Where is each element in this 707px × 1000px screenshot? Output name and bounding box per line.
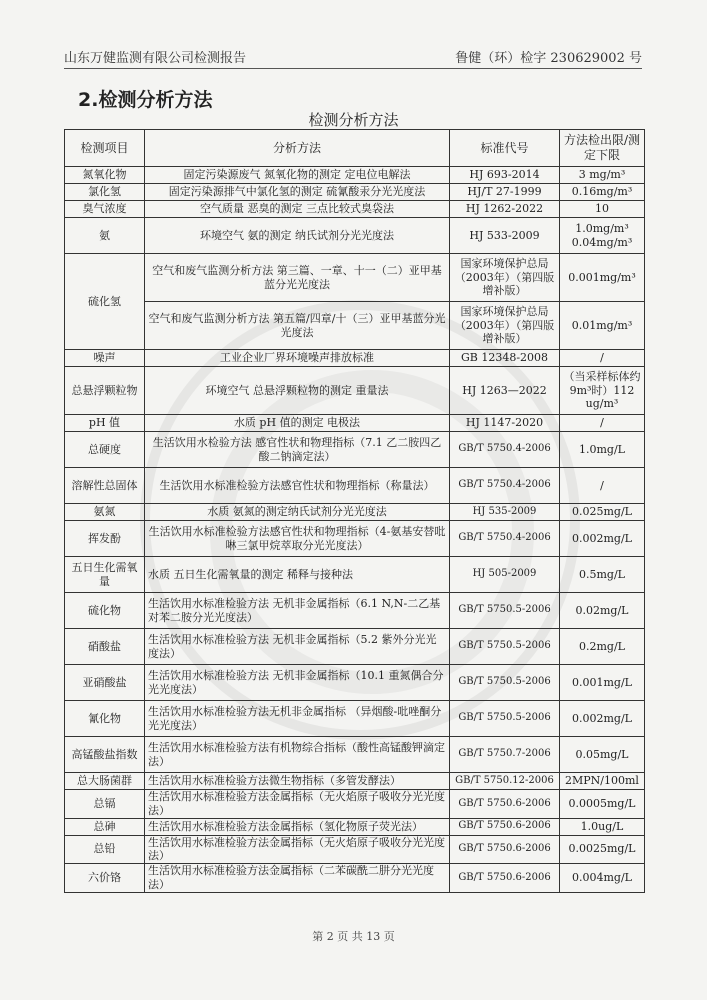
cell-limit: 1.0mg/m³ 0.04mg/m³ xyxy=(560,218,645,254)
cell-method: 生活饮用水标准检验方法感官性状和物理指标（称量法） xyxy=(145,468,450,504)
cell-method: 水质 pH 值的测定 电极法 xyxy=(145,415,450,432)
cell-method: 生活饮用水标准检验方法 无机非金属指标（6.1 N,N-二乙基对苯二胺分光光度法） xyxy=(145,593,450,629)
table-body xyxy=(65,167,645,893)
cell-limit: 0.02mg/L xyxy=(560,593,645,629)
table-row xyxy=(65,593,645,629)
cell-standard: GB/T 5750.4-2006 xyxy=(450,432,560,468)
table-row xyxy=(65,818,645,835)
cell-limit: 0.01mg/m³ xyxy=(560,302,645,350)
table-row xyxy=(65,557,645,593)
cell-limit: 0.002mg/L xyxy=(560,521,645,557)
table-row xyxy=(65,665,645,701)
column-header-item: 检测项目 xyxy=(65,130,145,167)
cell-limit: 0.004mg/L xyxy=(560,864,645,893)
cell-standard: HJ 535-2009 xyxy=(450,504,560,521)
cell-item: 硫化氢 xyxy=(65,254,145,350)
cell-method: 生活饮用水标准检验方法感官性状和物理指标（4-氨基安替吡啉三氯甲烷萃取分光光度法） xyxy=(145,521,450,557)
cell-standard: GB/T 5750.6-2006 xyxy=(450,818,560,835)
cell-standard: GB/T 5750.6-2006 xyxy=(450,835,560,864)
table-row xyxy=(65,773,645,790)
methods-table xyxy=(64,129,645,893)
table-row xyxy=(65,167,645,184)
cell-standard: 国家环境保护总局（2003年）（第四版增补版） xyxy=(450,302,560,350)
cell-standard: HJ 1147-2020 xyxy=(450,415,560,432)
section-title: 2.检测分析方法 xyxy=(78,89,213,111)
cell-method: 生活饮用水标准检验方法有机物综合指标（酸性高锰酸钾滴定法） xyxy=(145,737,450,773)
cell-item: pH 值 xyxy=(65,415,145,432)
cell-item: 总镉 xyxy=(65,790,145,819)
cell-standard: HJ/T 27-1999 xyxy=(450,184,560,201)
cell-method: 生活饮用水标准检验方法无机非金属指标 （异烟酸-吡唑酮分光光度法） xyxy=(145,701,450,737)
cell-limit: 1.0mg/L xyxy=(560,432,645,468)
cell-standard: HJ 1262-2022 xyxy=(450,201,560,218)
cell-item: 氮氧化物 xyxy=(65,167,145,184)
page-number: 第 2 页 共 13 页 xyxy=(312,930,395,943)
cell-standard: GB/T 5750.4-2006 xyxy=(450,521,560,557)
cell-standard: GB/T 5750.6-2006 xyxy=(450,864,560,893)
cell-limit: 0.002mg/L xyxy=(560,701,645,737)
cell-standard: GB/T 5750.7-2006 xyxy=(450,737,560,773)
cell-item: 总砷 xyxy=(65,818,145,835)
table-row xyxy=(65,350,645,367)
column-header-limit: 方法检出限/测定下限 xyxy=(560,130,645,167)
cell-item: 挥发酚 xyxy=(65,521,145,557)
table-row xyxy=(65,629,645,665)
report-header xyxy=(64,47,642,69)
cell-item: 总悬浮颗粒物 xyxy=(65,367,145,415)
cell-method: 生活饮用水标准检验方法 无机非金属指标（10.1 重氮偶合分光光度法） xyxy=(145,665,450,701)
cell-limit: / xyxy=(560,350,645,367)
table-row xyxy=(65,184,645,201)
cell-standard: HJ 505-2009 xyxy=(450,557,560,593)
cell-standard: 国家环境保护总局（2003年）（第四版增补版） xyxy=(450,254,560,302)
cell-item: 硫化物 xyxy=(65,593,145,629)
cell-limit: 0.0005mg/L xyxy=(560,790,645,819)
cell-method: 环境空气 总悬浮颗粒物的测定 重量法 xyxy=(145,367,450,415)
cell-limit: 0.5mg/L xyxy=(560,557,645,593)
cell-limit: 0.0025mg/L xyxy=(560,835,645,864)
table-title: 检测分析方法 xyxy=(308,111,399,129)
cell-standard: GB/T 5750.5-2006 xyxy=(450,629,560,665)
cell-method: 生活饮用水标准检验方法微生物指标（多管发酵法） xyxy=(145,773,450,790)
table-row xyxy=(65,701,645,737)
cell-item: 总硬度 xyxy=(65,432,145,468)
cell-standard: GB/T 5750.5-2006 xyxy=(450,665,560,701)
cell-item: 氨 xyxy=(65,218,145,254)
table-row xyxy=(65,521,645,557)
cell-method: 空气和废气监测分析方法 第五篇/四章/十（三）亚甲基蓝分光光度法 xyxy=(145,302,450,350)
cell-item: 总铅 xyxy=(65,835,145,864)
cell-item: 六价铬 xyxy=(65,864,145,893)
cell-method: 固定污染源废气 氮氧化物的测定 定电位电解法 xyxy=(145,167,450,184)
cell-item: 亚硝酸盐 xyxy=(65,665,145,701)
cell-method: 水质 氨氮的测定纳氏试剂分光光度法 xyxy=(145,504,450,521)
cell-item: 氯化氢 xyxy=(65,184,145,201)
cell-standard: GB/T 5750.5-2006 xyxy=(450,593,560,629)
column-header-standard: 标准代号 xyxy=(450,130,560,167)
table-row xyxy=(65,504,645,521)
cell-method: 生活饮用水标准检验方法金属指标（二苯碳酰二肼分光光度法） xyxy=(145,864,450,893)
cell-limit: 0.2mg/L xyxy=(560,629,645,665)
cell-item: 五日生化需氧量 xyxy=(65,557,145,593)
table-row xyxy=(65,468,645,504)
cell-method: 水质 五日生化需氧量的测定 稀释与接种法 xyxy=(145,557,450,593)
cell-limit: 0.001mg/L xyxy=(560,665,645,701)
cell-method: 生活饮用水标准检验方法金属指标（无火焰原子吸收分光光度法） xyxy=(145,835,450,864)
cell-method: 生活饮用水标准检验方法金属指标（氢化物原子荧光法） xyxy=(145,818,450,835)
cell-limit: 10 xyxy=(560,201,645,218)
cell-limit: / xyxy=(560,415,645,432)
cell-standard: HJ 533-2009 xyxy=(450,218,560,254)
company-name: 山东万健监测有限公司检测报告 xyxy=(64,51,247,66)
cell-item: 溶解性总固体 xyxy=(65,468,145,504)
report-number: 鲁健（环）检字 230629002 号 xyxy=(455,51,642,66)
cell-standard: GB/T 5750.5-2006 xyxy=(450,701,560,737)
cell-item: 总大肠菌群 xyxy=(65,773,145,790)
table-row xyxy=(65,790,645,819)
cell-limit: 0.001mg/m³ xyxy=(560,254,645,302)
table-row xyxy=(65,367,645,415)
table-header-row xyxy=(65,130,645,167)
cell-standard: GB/T 5750.6-2006 xyxy=(450,790,560,819)
cell-method: 空气质量 恶臭的测定 三点比较式臭袋法 xyxy=(145,201,450,218)
cell-method: 空气和废气监测分析方法 第三篇、一章、十一（二）亚甲基蓝分光光度法 xyxy=(145,254,450,302)
table-row xyxy=(65,737,645,773)
table-row xyxy=(65,835,645,864)
cell-limit: （当采样标体约 9m³时）112 ug/m³ xyxy=(560,367,645,415)
cell-method: 生活饮用水标准检验方法金属指标（无火焰原子吸收分光光度法） xyxy=(145,790,450,819)
cell-limit: 0.05mg/L xyxy=(560,737,645,773)
cell-method: 固定污染源排气中氯化氢的测定 硫氰酸汞分光光度法 xyxy=(145,184,450,201)
cell-method: 生活饮用水检验方法 感官性状和物理指标（7.1 乙二胺四乙酸二钠滴定法） xyxy=(145,432,450,468)
cell-method: 工业企业厂界环境噪声排放标准 xyxy=(145,350,450,367)
table-row xyxy=(65,432,645,468)
table-row xyxy=(65,201,645,218)
cell-standard: GB/T 5750.4-2006 xyxy=(450,468,560,504)
cell-item: 氨氮 xyxy=(65,504,145,521)
column-header-method: 分析方法 xyxy=(145,130,450,167)
cell-limit: / xyxy=(560,468,645,504)
cell-item: 氰化物 xyxy=(65,701,145,737)
cell-limit: 0.025mg/L xyxy=(560,504,645,521)
cell-limit: 3 mg/m³ xyxy=(560,167,645,184)
cell-method: 生活饮用水标准检验方法 无机非金属指标（5.2 紫外分光光度法） xyxy=(145,629,450,665)
table-row xyxy=(65,254,645,302)
cell-method: 环境空气 氨的测定 纳氏试剂分光光度法 xyxy=(145,218,450,254)
cell-limit: 1.0ug/L xyxy=(560,818,645,835)
table-row xyxy=(65,864,645,893)
cell-limit: 2MPN/100ml xyxy=(560,773,645,790)
cell-item: 噪声 xyxy=(65,350,145,367)
cell-standard: HJ 693-2014 xyxy=(450,167,560,184)
cell-limit: 0.16mg/m³ xyxy=(560,184,645,201)
cell-standard: HJ 1263—2022 xyxy=(450,367,560,415)
cell-standard: GB/T 5750.12-2006 xyxy=(450,773,560,790)
cell-item: 硝酸盐 xyxy=(65,629,145,665)
cell-standard: GB 12348-2008 xyxy=(450,350,560,367)
table-row xyxy=(65,218,645,254)
cell-item: 臭气浓度 xyxy=(65,201,145,218)
cell-item: 高锰酸盐指数 xyxy=(65,737,145,773)
table-row xyxy=(65,302,645,350)
table-row xyxy=(65,415,645,432)
